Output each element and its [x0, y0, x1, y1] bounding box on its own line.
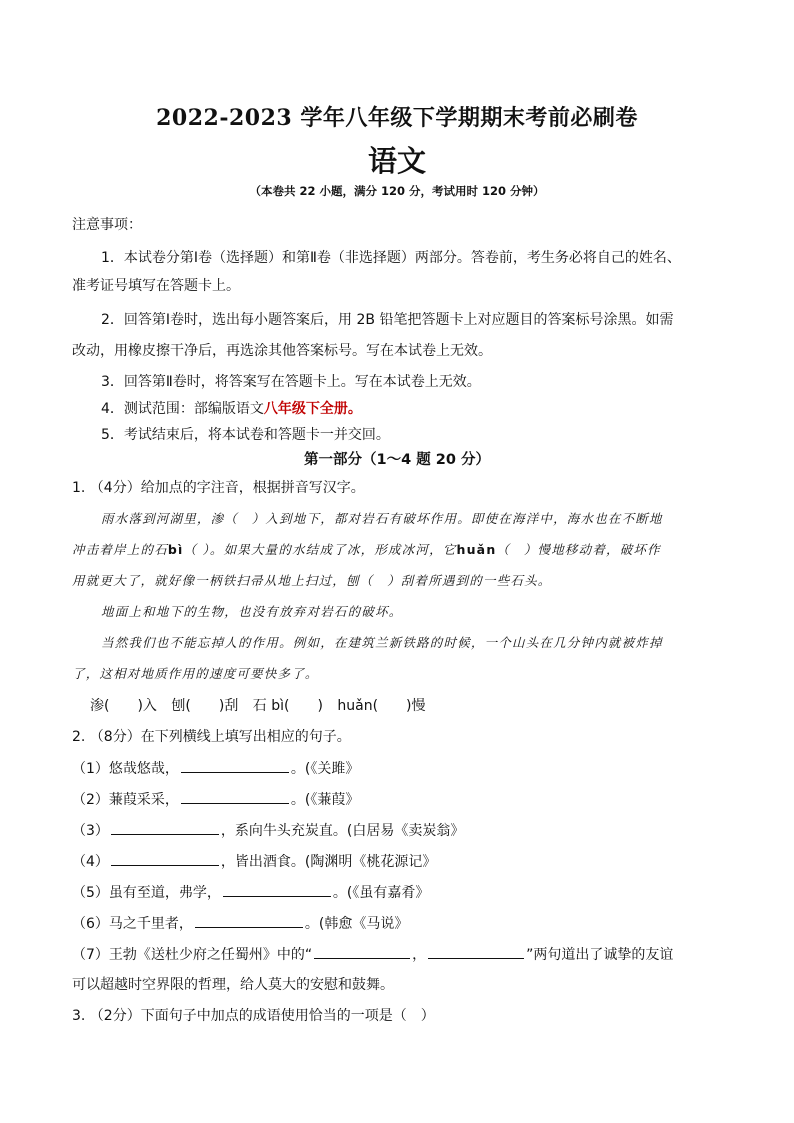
passage-text: （ ）慢地移动着，破坏作 — [496, 542, 661, 557]
q1-answer-row — [90, 695, 436, 715]
pinyin-bi: bì — [167, 542, 184, 557]
item-text: （5）虽有至道，弗学， — [72, 885, 221, 901]
item-text: 。(《虽有嘉肴》 — [332, 885, 430, 901]
item-text: 。(韩愈《马说》 — [304, 916, 409, 932]
q1-passage-2: 地面上和地下的生物，也没有放弃对岩石的破坏。 — [101, 604, 403, 619]
q2-item-1 — [72, 758, 359, 779]
notice-2a: 2．回答第Ⅰ卷时，选出每小题答案后，用 2B 铅笔把答题卡上对应题目的答案标号涂黑。如需 — [101, 312, 674, 328]
item-text: 。(《关雎》 — [290, 761, 360, 777]
q1-passage-3a: 当然我们也不能忘掉人的作用。例如，在建筑兰新铁路的时候，一个山头在几分钟内就被炸掉 — [101, 635, 663, 650]
notice-4-prefix: 4．测试范围：部编版语文 — [101, 401, 264, 417]
item-text: ，系向牛头充炭直。(白居易《卖炭翁》 — [220, 823, 465, 839]
q2-stem: 2. （8分）在下列横线上填写出相应的句子。 — [72, 729, 351, 745]
answer-blank[interactable]: huǎn( )慢 — [337, 698, 426, 714]
pinyin-huan: huǎn — [456, 542, 497, 557]
answer-line[interactable] — [195, 913, 303, 928]
answer-line[interactable] — [223, 882, 331, 897]
item-text: （3） — [72, 823, 109, 839]
item-text: （1）悠哉悠哉， — [72, 761, 179, 777]
exam-note: （本卷共 22 小题，满分 120 分，考试用时 120 分钟） — [249, 184, 545, 198]
q2-item-4 — [72, 851, 436, 872]
answer-line[interactable] — [428, 944, 524, 959]
notice-4-range: 八年级下全册。 — [263, 401, 362, 417]
q2-item-2 — [72, 789, 359, 810]
subject-title: 语文 — [367, 144, 426, 178]
q1-stem: 1. （4分）给加点的字注音，根据拼音写汉字。 — [72, 480, 365, 496]
item-text: （2）蒹葭采采， — [72, 792, 179, 808]
q3-stem: 3. （2分）下面句子中加点的成语使用恰当的一项是（ ） — [72, 1008, 435, 1024]
answer-line[interactable] — [181, 758, 289, 773]
item-text: （4） — [72, 854, 109, 870]
q2-item-6 — [72, 913, 408, 934]
answer-line[interactable] — [181, 789, 289, 804]
answer-line[interactable] — [111, 851, 219, 866]
q1-passage-1a: 雨水落到河湖里，渗（ ）入到地下，都对岩石有破坏作用。即使在海洋中，海水也在不断地 — [101, 511, 663, 526]
part-one-heading: 第一部分（1～4 题 20 分） — [304, 452, 490, 468]
item-text: （7）王勃《送杜少府之任蜀州》中的“ — [72, 947, 313, 963]
answer-blank[interactable]: 渗( )入 — [90, 698, 157, 714]
q1-passage-3b: 了，这相对地质作用的速度可要快多了。 — [72, 666, 319, 681]
item-text: 。(《蒹葭》 — [290, 792, 360, 808]
item-text: （6）马之千里者， — [72, 916, 193, 932]
exam-title: 2022-2023 学年八年级下学期期末考前必刷卷 — [156, 105, 638, 131]
notice-4 — [101, 399, 362, 419]
notice-5: 5．考试结束后，将本试卷和答题卡一并交回。 — [101, 427, 390, 443]
answer-blank[interactable]: 刨( )刮 — [171, 698, 239, 714]
q2-item-7 — [72, 944, 673, 965]
q2-item-5 — [72, 882, 429, 903]
q2-item-3 — [72, 820, 464, 841]
item-text: ，皆出酒食。(陶渊明《桃花源记》 — [220, 854, 437, 870]
notice-heading: 注意事项： — [72, 217, 142, 233]
item-text: ， — [412, 947, 427, 963]
passage-text: 冲击着岸上的石 — [72, 542, 168, 557]
answer-blank[interactable]: 石 bì( ) — [252, 698, 323, 714]
answer-line[interactable] — [111, 820, 219, 835]
q1-passage-1b — [72, 540, 661, 560]
q2-item-7-cont: 可以超越时空界限的哲理，给人莫大的安慰和鼓舞。 — [72, 977, 394, 993]
passage-text: （ ）。如果大量的水结成了冰，形成冰河，它 — [183, 542, 457, 557]
notice-2b: 改动，用橡皮擦干净后，再选涂其他答案标号。写在本试卷上无效。 — [72, 343, 492, 359]
q1-passage-1c: 用就更大了，就好像一柄铁扫帚从地上扫过，刨（ ）刮着所遇到的一些石头。 — [72, 573, 552, 588]
item-text: ”两句道出了诚挚的友谊 — [526, 947, 674, 963]
answer-line[interactable] — [314, 944, 410, 959]
notice-1a: 1．本试卷分第Ⅰ卷（选择题）和第Ⅱ卷（非选择题）两部分。答卷前，考生务必将自己的姓名、 — [101, 250, 681, 266]
notice-1b: 准考证号填写在答题卡上。 — [72, 278, 240, 294]
notice-3: 3．回答第Ⅱ卷时，将答案写在答题卡上。写在本试卷上无效。 — [101, 374, 481, 390]
